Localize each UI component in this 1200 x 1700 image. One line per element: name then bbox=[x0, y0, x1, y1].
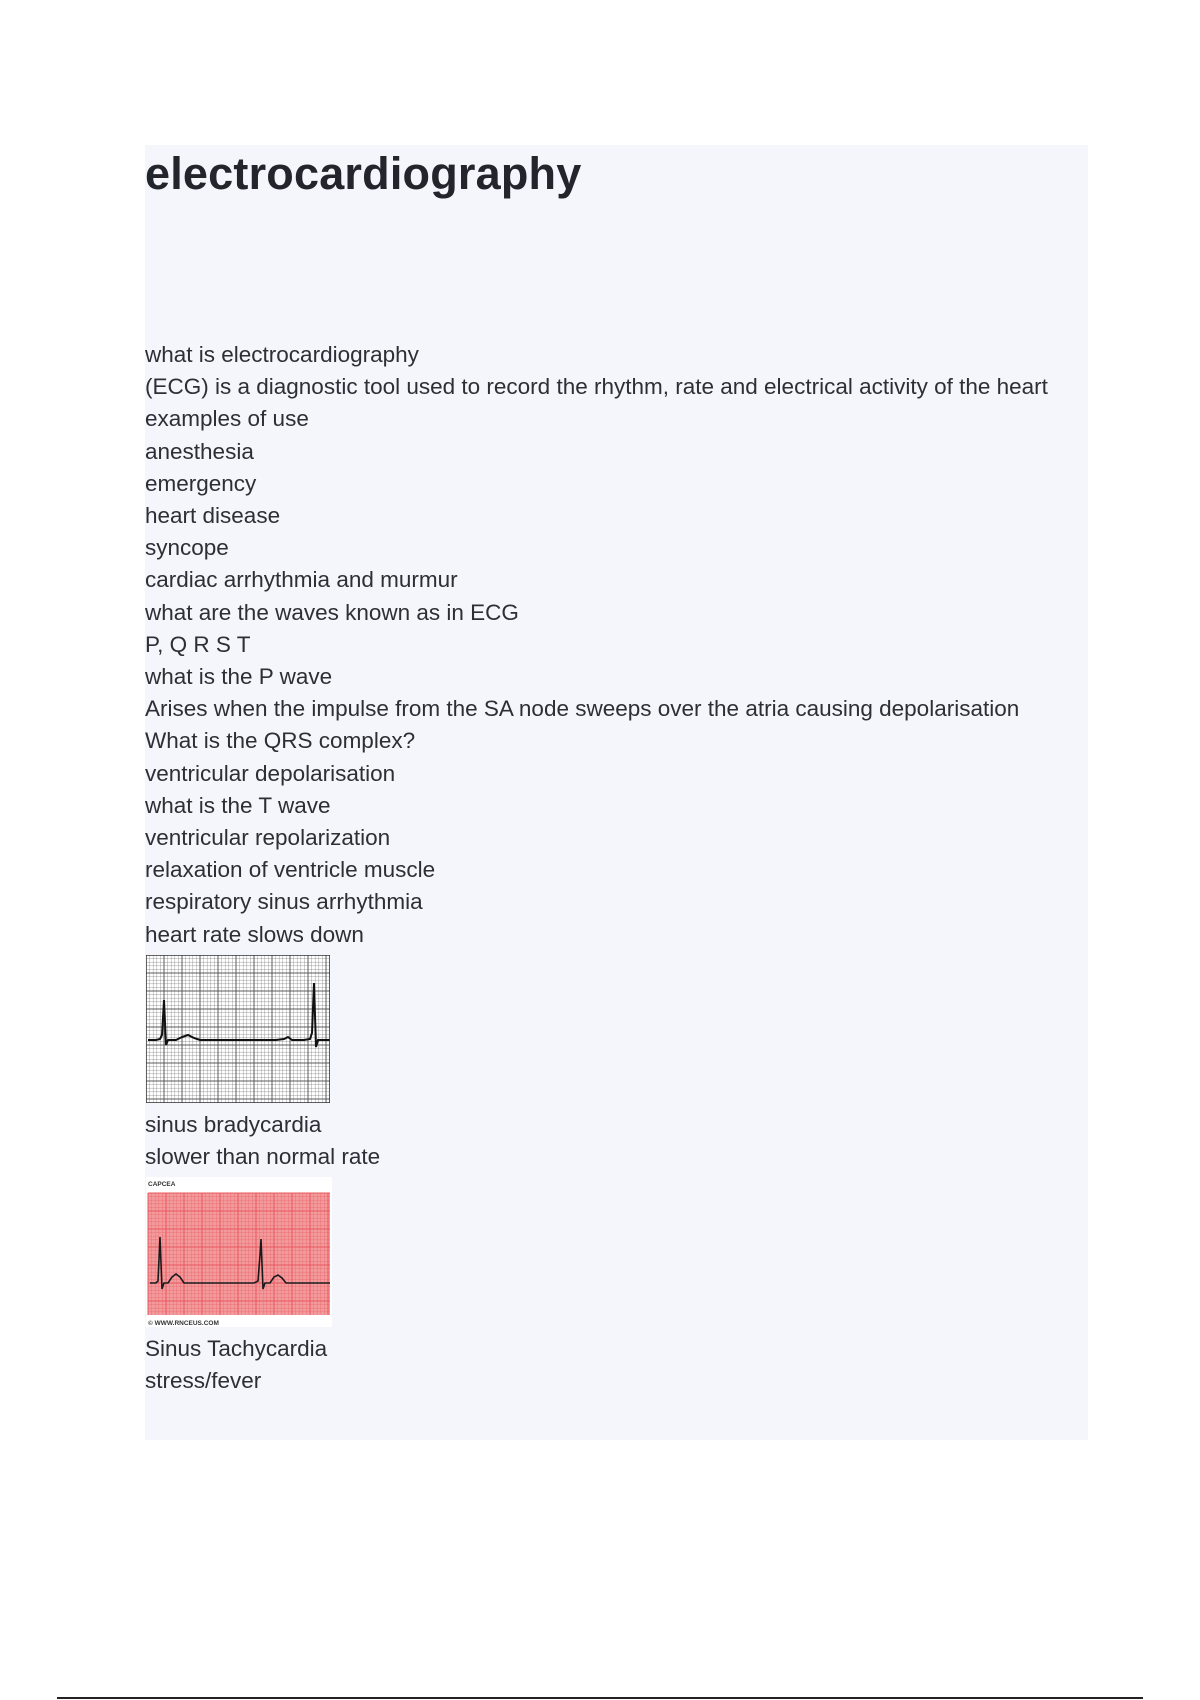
text-line: ventricular depolarisation bbox=[145, 760, 396, 786]
text-block-1 bbox=[145, 339, 1088, 951]
text-line: emergency bbox=[145, 470, 257, 496]
text-line: slower than normal rate bbox=[145, 1144, 381, 1170]
text-line: what are the waves known as in ECG bbox=[145, 599, 519, 625]
text-line: cardiac arrhythmia and murmur bbox=[145, 567, 458, 593]
text-block-2 bbox=[145, 1109, 1088, 1173]
figure-bottom-label: © WWW.RNCEUS.COM bbox=[148, 1320, 219, 1328]
text-line: syncope bbox=[145, 535, 229, 561]
text-line: (ECG) is a diagnostic tool used to record the rhythm, rate and electrical activity of the heart bbox=[145, 374, 1048, 400]
text-line: what is the T wave bbox=[145, 792, 331, 818]
text-line: stress/fever bbox=[145, 1368, 262, 1394]
text-line: what is the P wave bbox=[145, 664, 333, 690]
text-line: anesthesia bbox=[145, 438, 254, 464]
text-line: relaxation of ventricle muscle bbox=[145, 857, 436, 883]
text-line: respiratory sinus arrhythmia bbox=[145, 889, 423, 915]
ecg-trace-bradycardia-image bbox=[146, 955, 330, 1103]
figure-top-label: CAPCEA bbox=[148, 1181, 176, 1189]
text-line: What is the QRS complex? bbox=[145, 728, 416, 754]
text-line: heart rate slows down bbox=[145, 921, 364, 947]
text-line: examples of use bbox=[145, 406, 309, 432]
document-page bbox=[145, 145, 1088, 1440]
page-title: electrocardiography bbox=[145, 148, 582, 199]
text-block-3 bbox=[145, 1333, 1088, 1397]
text-line: what is electrocardiography bbox=[145, 342, 419, 367]
text-line: sinus bradycardia bbox=[145, 1111, 322, 1137]
content-body bbox=[145, 339, 1088, 1398]
ecg-trace-red-grid-image bbox=[146, 1177, 332, 1327]
footer-divider bbox=[57, 1697, 1143, 1699]
text-line: Arises when the impulse from the SA node sweeps over the atria causing depolarisation bbox=[145, 696, 1020, 722]
text-line: ventricular repolarization bbox=[145, 825, 391, 851]
text-line: P, Q R S T bbox=[145, 631, 251, 657]
text-line: Sinus Tachycardia bbox=[145, 1336, 328, 1362]
text-line: heart disease bbox=[145, 503, 281, 529]
